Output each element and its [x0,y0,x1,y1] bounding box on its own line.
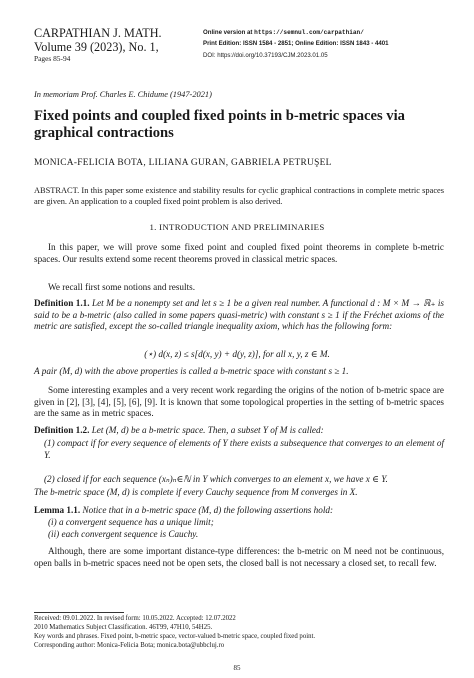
journal-url[interactable]: https://semnul.com/carpathian/ [254,29,364,36]
corresponding-author: Corresponding author: Monica-Felicia Bota; monica.bota@ubbcluj.ro [34,642,225,649]
lemma-item-1: (i) a convergent sequence has a unique limit; [48,517,214,527]
journal-name: CARPATHIAN J. MATH. [34,26,162,40]
definition-1-2 [34,425,444,437]
keywords: Key words and phrases. Fixed point, b-metric space, vector-valued b-metric space, coupled fixed point. [34,633,316,640]
abstract [34,185,444,207]
recall-paragraph: We recall first some notions and results. [48,282,195,292]
definition-1-1-after: A pair (M, d) with the above properties is called a b-metric space with constant s ≥ 1. [34,366,349,376]
journal-pages: Pages 85-94 [34,54,71,64]
examples-paragraph: Some interesting examples and a very recent work regarding the origins of the notion of b-metric space are given in [2], [3], [4], [5], [6], [9]. It is known that some topological properties in the setting of b-metric spaces are the same as in metric spaces. [34,385,444,419]
intro-paragraph: In this paper, we will prove some fixed point and coupled fixed point theorems in complete b-metric spaces. Our results extend some recent theorems proved in classical metric spaces. [34,242,444,264]
definition-label: Definition 1.2. [34,425,90,435]
definition-item-1: (1) compact if for every sequence of elements of Y there exists a subsequence that converges to an element of Y. [44,438,444,460]
definition-text: Let M be a nonempty set and let s ≥ 1 be a given real number. A functional d : M × M → ℝ₊ is said to be a b-metric (also called in some papers quasi-metric) with constant s ≥ 1 if the Fréchet axioms of the metric are satisfied, except the so-called triangle inequality axiom, which has the following form: [34,298,444,332]
authors: MONICA-FELICIA BOTA, LILIANA GURAN, GABRIELA PETRUŞEL [34,158,332,168]
received-dates: Received: 09.01.2022. In revised form: 10.05.2022. Accepted: 12.07.2022 [34,615,236,622]
abstract-label: ABSTRACT. [34,186,80,195]
definition-item-2: (2) closed if for each sequence (xₙ)ₙ∈ℕ in Y which converges to an element x, we have x ∈ Y. [44,474,388,484]
definition-1-1 [34,298,444,333]
abstract-text: In this paper some existence and stability results for cyclic graphical contractions in complete metric spaces are given. An application to a coupled fixed point problem is also derived. [34,186,445,207]
definition-label: Definition 1.1. [34,298,90,308]
issn-line: Print Edition: ISSN 1584 - 2851; Online Edition: ISSN 1843 - 4401 [203,40,389,48]
section-heading: 1. INTRODUCTION AND PRELIMINARIES [149,222,325,232]
lemma-1-1 [34,505,444,517]
lemma-item-2: (ii) each convergent sequence is Cauchy. [48,529,199,539]
paper-title: Fixed points and coupled fixed points in b-metric spaces via graphical contractions [34,108,405,141]
journal-header [34,26,162,64]
differences-paragraph: Although, there are some important distance-type differences: the b-metric on M need not be continuous, open balls in b-metric spaces need not be open sets, the closed ball is not necessary a closed set, to recall few. [34,546,444,568]
definition-1-2-after: The b-metric space (M, d) is complete if every Cauchy sequence from M converges in X. [34,487,358,497]
lemma-text: Notice that in a b-metric space (M, d) the following assertions hold: [82,505,334,515]
online-label: Online version at [203,29,253,36]
footnotes [34,614,315,650]
doi-line[interactable]: DOI: https://doi.org/10.37193/CJM.2023.01.05 [203,51,328,59]
online-info [203,27,389,61]
lemma-label: Lemma 1.1. [34,505,81,515]
msc-classification: 2010 Mathematics Subject Classification. 46T99, 47H10, 54H25. [34,624,213,631]
page-number: 85 [233,664,241,672]
triangle-inequality: (⋆) d(x, z) ≤ s[d(x, y) + d(y, z)], for all x, y, z ∈ M. [144,349,330,359]
memoriam: In memoriam Prof. Charles E. Chidume (1947-2021) [34,90,212,99]
definition-text: Let (M, d) be a b-metric space. Then, a subset Y of M is called: [91,425,324,435]
footnote-rule [34,612,124,613]
journal-volume: Volume 39 (2023), No. 1, [34,40,159,55]
